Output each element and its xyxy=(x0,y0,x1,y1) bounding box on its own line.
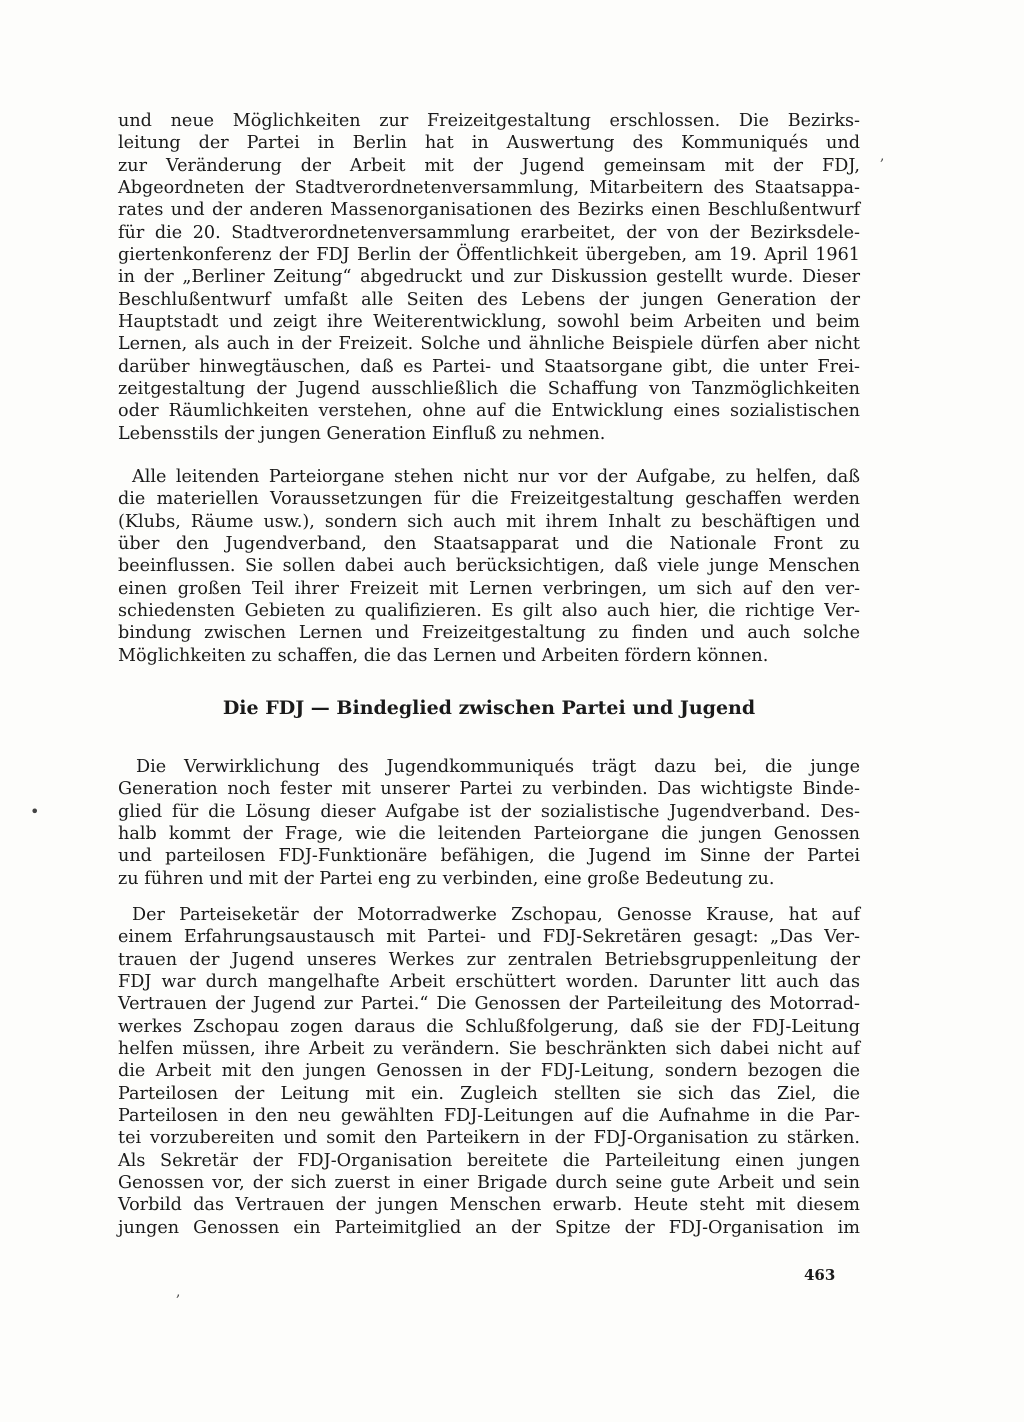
text-line: Vertrauen der Jugend zur Partei.“ Die Genossen der Parteileitung des Motorrad- xyxy=(118,994,860,1015)
text-line: Der Parteiseketär der Motorradwerke Zschopau, Genosse Krause, hat auf xyxy=(132,905,860,925)
text-line: zeitgestaltung der Jugend ausschließlich die Schaffung von Tanzmöglichkeiten xyxy=(118,379,860,400)
text-line: zur Veränderung der Arbeit mit der Jugend gemeinsam mit der FDJ, xyxy=(118,155,860,176)
text-line: Lebensstils der jungen Generation Einfluß zu nehmen. xyxy=(118,423,606,444)
text-line: werkes Zschopau zogen daraus die Schlußfolgerung, daß sie der FDJ-Leitung xyxy=(118,1016,860,1037)
text-line: halb kommt der Frage, wie die leitenden Parteiorgane die jungen Genossen xyxy=(118,824,860,845)
text-line: beeinflussen. Sie sollen dabei auch berücksichtigen, daß viele junge Menschen xyxy=(118,556,860,577)
text-line: schiedensten Gebieten zu qualifizieren. Es gilt also auch hier, die richtige Ver- xyxy=(118,601,860,622)
text-line: giertenkonferenz der FDJ Berlin der Öffentlichkeit übergeben, am 19. April 1961 xyxy=(118,245,860,266)
text-line: Lernen, als auch in der Freizeit. Solche und ähnliche Beispiele dürfen aber nicht xyxy=(118,334,860,355)
text-line: einem Erfahrungsaustausch mit Partei- und FDJ-Sekretären gesagt: „Das Ver- xyxy=(118,927,860,948)
text-line: Parteilosen der Leitung mit ein. Zugleich stellten sie sich das Ziel, die xyxy=(118,1083,860,1104)
text-line: Möglichkeiten zu schaffen, die das Lernen und Arbeiten fördern können. xyxy=(118,645,769,666)
text-line: Vorbild das Vertrauen der jungen Menschen erwarb. Heute steht mit diesem xyxy=(118,1195,860,1216)
text-line: Hauptstadt und zeigt ihre Weiterentwicklung, sowohl beim Arbeiten und beim xyxy=(118,312,860,333)
text-line: und neue Möglichkeiten zur Freizeitgestaltung erschlossen. Die Bezirks- xyxy=(118,111,860,131)
text-line: tei vorzubereiten und somit den Parteikern in der FDJ-Organisation zu stärken. xyxy=(118,1128,860,1149)
text-line: helfen müssen, ihre Arbeit zu verändern. Sie beschränkten sich dabei nicht auf xyxy=(118,1039,860,1060)
text-line: Beschlußentwurf umfaßt alle Seiten des Lebens der jungen Generation der xyxy=(118,289,860,310)
text-line: Parteilosen in den neu gewählten FDJ-Leitungen auf die Aufnahme in die Par- xyxy=(118,1106,860,1127)
text-line: Abgeordneten der Stadtverordnetenversammlung, Mitarbeitern des Staatsappa- xyxy=(118,178,860,199)
text-line: glied für die Lösung dieser Aufgabe ist der sozialistische Jugendverband. Des- xyxy=(118,801,860,822)
text-line: FDJ war durch mangelhafte Arbeit erschüttert worden. Darunter litt auch das xyxy=(118,972,860,993)
text-line: Alle leitenden Parteiorgane stehen nicht nur vor der Aufgabe, zu helfen, daß xyxy=(132,467,860,487)
text-line: für die 20. Stadtverordnetenversammlung erarbeitet, der von der Bezirksdele- xyxy=(118,222,860,243)
text-line: oder Räumlichkeiten verstehen, ohne auf die Entwicklung eines sozialistischen xyxy=(118,401,860,422)
text-line: einen großen Teil ihrer Freizeit mit Lernen verbringen, um sich auf den ver- xyxy=(118,578,860,599)
text-line: zu führen und mit der Partei eng zu verbinden, eine große Bedeutung zu. xyxy=(118,868,775,889)
text-line: Genossen vor, der sich zuerst in einer Brigade durch seine gute Arbeit und sein xyxy=(118,1173,860,1194)
section-heading: Die FDJ — Bindeglied zwischen Partei und Jugend xyxy=(222,697,756,719)
text-line: die materiellen Voraussetzungen für die Freizeitgestaltung geschaffen werden xyxy=(118,489,860,510)
text-line: trauen der Jugend unseres Werkes zur zentralen Betriebsgruppenleitung der xyxy=(118,949,860,970)
text-line: über den Jugendverband, den Staatsapparat und die Nationale Front zu xyxy=(118,534,860,555)
text-line: Die Verwirklichung des Jugendkommuniqués trägt dazu bei, die junge xyxy=(136,757,860,777)
paragraph-parteiorgane xyxy=(118,466,860,667)
text-line: und parteilosen FDJ-Funktionäre befähigen, die Jugend im Sinne der Partei xyxy=(118,846,860,867)
text-line: (Klubs, Räume usw.), sondern sich auch mit ihrem Inhalt zu beschäftigen und xyxy=(118,511,860,532)
page-number: 463 xyxy=(804,1266,836,1284)
text-line: rates und der anderen Massenorganisationen des Bezirks einen Beschlußentwurf xyxy=(118,200,860,221)
margin-speck: • xyxy=(30,802,40,821)
paragraph-zschopau xyxy=(118,904,860,1239)
text-line: jungen Genossen ein Parteimitglied an der Spitze der FDJ-Organisation im xyxy=(118,1217,860,1238)
text-line: Als Sekretär der FDJ-Organisation bereitete die Parteileitung einen jungen xyxy=(118,1150,860,1171)
text-line: Generation noch fester mit unserer Partei zu verbinden. Das wichtigste Binde- xyxy=(118,779,860,800)
text-line: in der „Berliner Zeitung“ abgedruckt und zur Diskussion gestellt wurde. Dieser xyxy=(118,267,860,288)
paragraph-freizeit-berlin xyxy=(118,110,860,445)
margin-speck: , xyxy=(176,1284,181,1300)
margin-speck: , xyxy=(880,148,885,164)
text-line: bindung zwischen Lernen und Freizeitgestaltung zu finden und auch solche xyxy=(118,623,860,644)
text-line: die Arbeit mit den jungen Genossen in der FDJ-Leitung, sondern bezogen die xyxy=(118,1061,860,1082)
text-line: darüber hinwegtäuschen, daß es Partei- und Staatsorgane gibt, die unter Frei- xyxy=(118,356,860,377)
paragraph-fdj-bindeglied xyxy=(118,756,860,890)
text-line: leitung der Partei in Berlin hat in Auswertung des Kommuniqués und xyxy=(118,133,860,154)
